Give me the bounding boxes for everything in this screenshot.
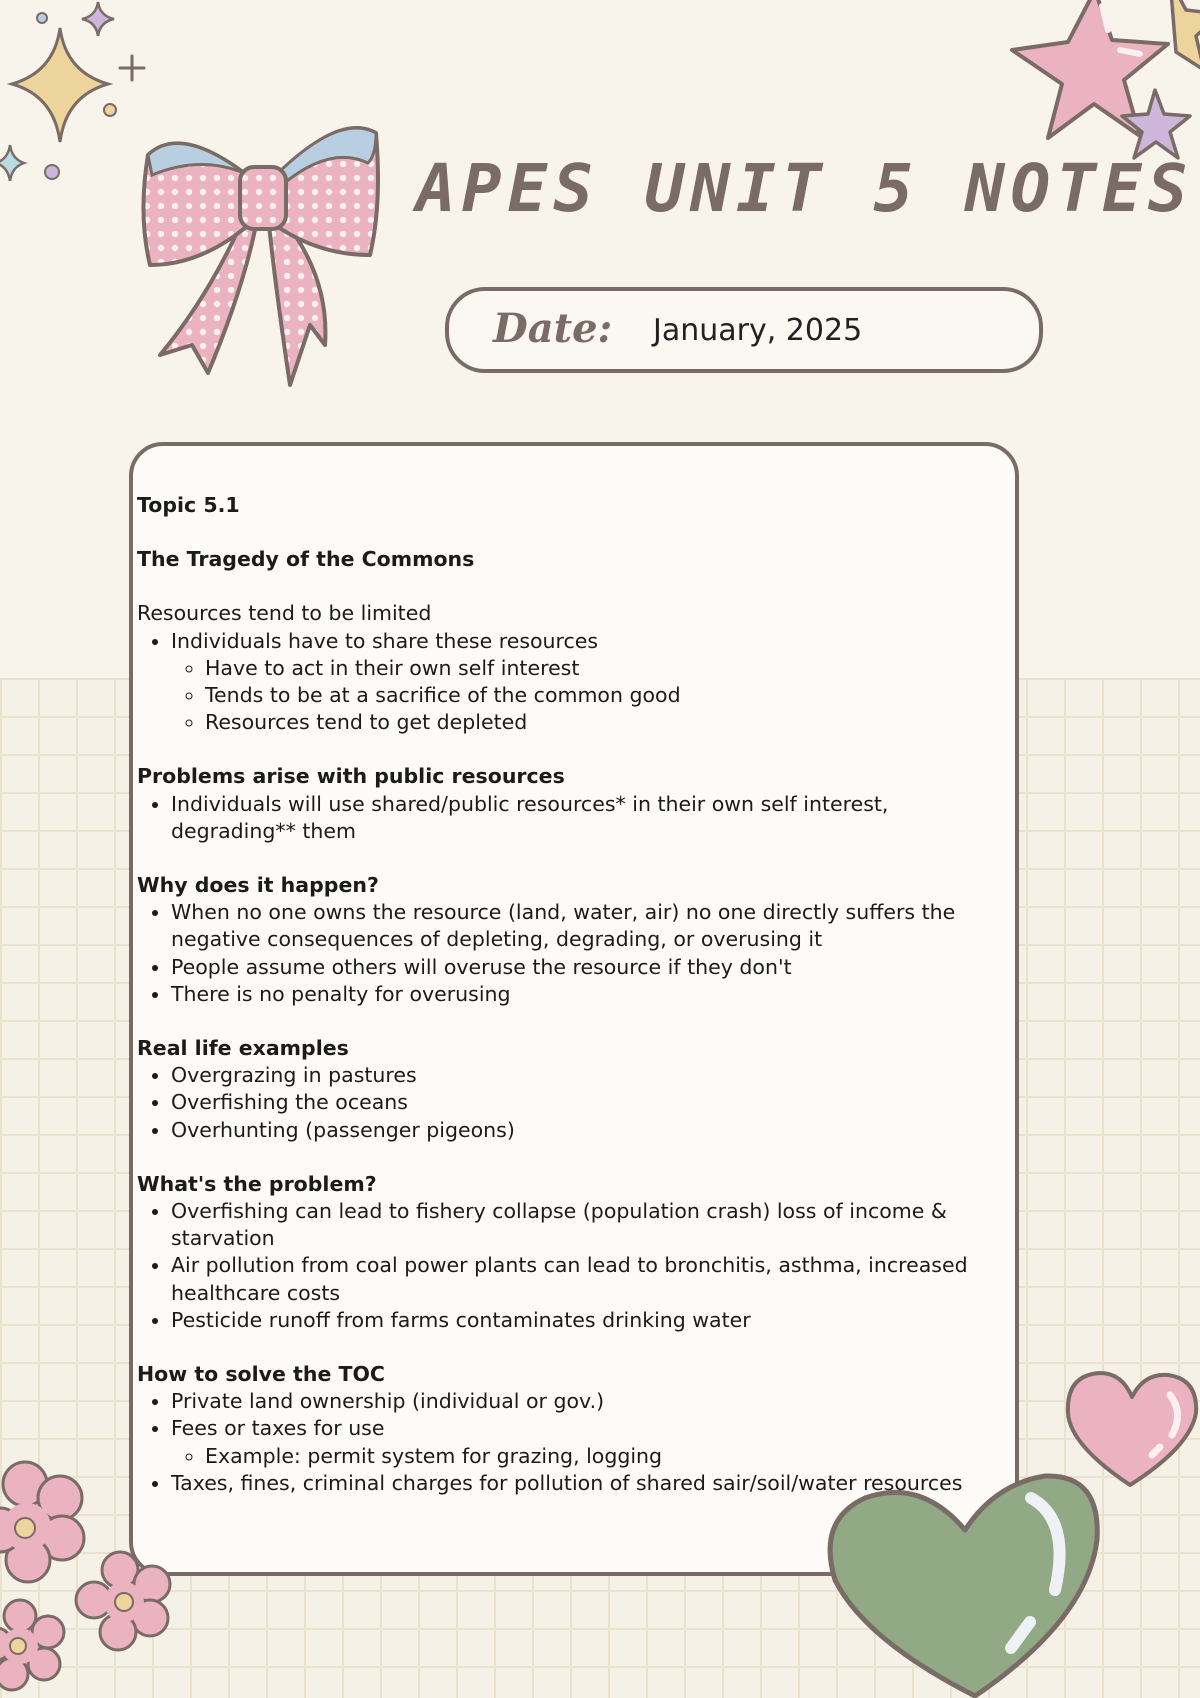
topic-label: Topic 5.1: [137, 493, 240, 517]
bow-icon: [140, 115, 390, 395]
list-item: • Pesticide runoff from farms contaminates drinking water: [171, 1307, 1017, 1334]
section-intro: Resources tend to be limited: [137, 601, 432, 626]
bullet-list: [137, 628, 1017, 737]
list-item: ◦ Have to act in their own self interest: [205, 655, 1017, 682]
list-item: • There is no penalty for overusing: [171, 981, 1017, 1008]
section-heading: Why does it happen?: [137, 873, 379, 898]
list-item: • People assume others will overuse the resource if they don't: [171, 954, 1017, 981]
list-item: • Fees or taxes for use ◦ Example: permit system for grazing, logging: [171, 1415, 1017, 1469]
notes-content: [137, 492, 1017, 1497]
section-heading: Real life examples: [137, 1036, 349, 1061]
list-item: • When no one owns the resource (land, water, air) no one directly suffers the negative consequences of depleting, degrading, or overusing it: [171, 899, 1017, 953]
list-item: • Overfishing the oceans: [171, 1089, 1017, 1116]
sub-bullet-list: [171, 1443, 1017, 1470]
bullet-list: [137, 1198, 1017, 1334]
list-item: • Overgrazing in pastures: [171, 1062, 1017, 1089]
list-item: ◦ Resources tend to get depleted: [205, 709, 1017, 736]
bullet-list: [137, 1062, 1017, 1144]
list-item: • Private land ownership (individual or gov.): [171, 1388, 1017, 1415]
list-item: ◦ Example: permit system for grazing, logging: [205, 1443, 1017, 1470]
bullet-list: [137, 791, 1017, 845]
list-item: ◦ Tends to be at a sacrifice of the common good: [205, 682, 1017, 709]
list-item: • Taxes, fines, criminal charges for pollution of shared sair/soil/water resources: [171, 1470, 1017, 1497]
list-item: • Individuals have to share these resources ◦ Have to act in their own self interest ◦ Tends to be at a sacrifice of the common good ◦ Resources tend to get depleted: [171, 628, 1017, 737]
date-value: January, 2025: [653, 313, 863, 348]
page-title: APES UNIT 5 NOTES: [416, 150, 1194, 227]
section-heading: How to solve the TOC: [137, 1362, 385, 1387]
section-heading: What's the problem?: [137, 1171, 377, 1196]
list-item: • Air pollution from coal power plants can lead to bronchitis, asthma, increased healthcare costs: [171, 1252, 1017, 1306]
section-heading: Problems arise with public resources: [137, 764, 565, 789]
date-field: [445, 287, 1043, 373]
section-heading: The Tragedy of the Commons: [137, 547, 475, 572]
sub-bullet-list: [171, 655, 1017, 737]
flower-icon: [0, 1460, 190, 1698]
bullet-list: [137, 899, 1017, 1008]
date-label: Date:: [493, 305, 613, 352]
list-item: • Individuals will use shared/public resources* in their own self interest, degrading** them: [171, 791, 1017, 845]
list-item: • Overfishing can lead to fishery collapse (population crash) loss of income & starvation: [171, 1198, 1017, 1252]
list-item: • Overhunting (passenger pigeons): [171, 1117, 1017, 1144]
sparkle-icon: [0, 0, 160, 190]
heart-icon: [825, 1470, 1105, 1698]
